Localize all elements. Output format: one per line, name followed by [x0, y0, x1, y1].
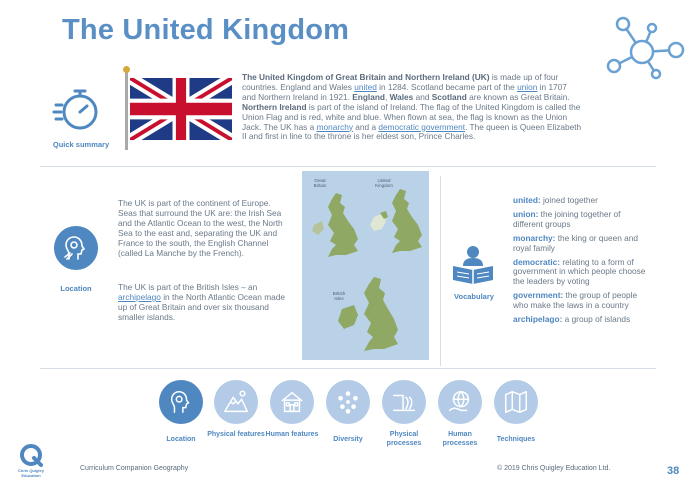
waterfall-icon: [390, 388, 418, 416]
vocab-item: union: the joining together of different groups: [513, 208, 621, 229]
nav-circle[interactable]: [438, 380, 482, 424]
logo-text: Chris Quigley Education: [17, 468, 44, 478]
nav-label[interactable]: Human features: [265, 431, 319, 438]
nav-label[interactable]: Location: [166, 436, 196, 443]
thinking-head-icon: [61, 233, 91, 263]
maps-panel: [302, 171, 429, 360]
location-label: Location: [60, 284, 92, 293]
globe-hand-icon: [446, 388, 474, 416]
nav-item-human-features[interactable]: [270, 380, 314, 424]
location-icon-circle: [54, 226, 98, 270]
nav-item-techniques[interactable]: [494, 380, 538, 424]
house-icon: [278, 388, 306, 416]
vocab-item: united: joined together: [513, 195, 598, 205]
united-kingdom-map-icon: [368, 187, 426, 259]
mountain-icon: [222, 388, 250, 416]
vocab-item: monarchy: the king or queen and royal family: [513, 232, 638, 253]
summary-paragraph: The United Kingdom of Great Britain and Northern Ireland (UK) is made up of four countries. England and Wales united in 1284. Scotland became part of the union in 1707 and Northern Ireland in 1921. England, Wales and Scotland are known as Great Britain. Northern Ireland is part of the island of Ireland. The flag of the United Kingdom is called the Union Flag and is red, white and blue. When flown at sea, the flag is known as the Union Jack. The UK has a monarchy and a democratic government. The queen is Queen Elizabeth II and first in line to the throne is her eldest son, Prince Charles.: [242, 72, 582, 142]
nav-label[interactable]: Human processes: [442, 431, 478, 447]
nav-item-human-processes[interactable]: [438, 380, 482, 424]
diversity-icon: [334, 388, 362, 416]
nav-label[interactable]: Techniques: [496, 436, 536, 443]
nav-circle[interactable]: [326, 380, 370, 424]
network-icon: [594, 12, 690, 84]
flag-pole-finial: [123, 66, 130, 73]
vocabulary-list: [513, 196, 649, 329]
location-paragraph-2: The UK is part of the British Isles – an archipelago in the North Atlantic Ocean made up of Great Britain and over six thousand smaller islands.: [118, 282, 285, 322]
location-paragraph-1: The UK is part of the continent of Europe. Seas that surround the UK are: the Irish Sea and the Atlantic Ocean to the west, the North Sea to the east and, separating the UK and France to the south, the English Channel (called La Manche by the French).: [118, 198, 283, 258]
nav-label[interactable]: Physical processes: [386, 431, 422, 447]
vocab-item: democratic: relating to a form of government in which people choose the leaders by voting: [513, 256, 646, 287]
map-label-great-britain: Great Britain: [313, 178, 327, 188]
nav-circle[interactable]: [494, 380, 538, 424]
chris-quigley-logo-icon: [18, 444, 44, 468]
footer-copyright: © 2019 Chris Quigley Education Ltd.: [497, 465, 611, 472]
vocabulary-divider: [440, 176, 441, 366]
map-icon: [502, 388, 530, 416]
nav-circle[interactable]: [159, 380, 203, 424]
thinking-head-icon: [167, 388, 195, 416]
nav-circle[interactable]: [270, 380, 314, 424]
stopwatch-icon: [52, 87, 102, 135]
nav-item-location[interactable]: [159, 380, 203, 424]
british-isles-map-icon: [336, 275, 402, 357]
map-label-british-isles: British Isles: [332, 291, 346, 301]
nav-circle[interactable]: [214, 380, 258, 424]
reading-book-icon: [449, 240, 497, 284]
vocab-item: government: the group of people who make the laws in a country: [513, 290, 638, 311]
great-britain-map-icon: [310, 191, 365, 261]
vocabulary-label: Vocabulary: [454, 292, 494, 301]
nav-item-physical-features[interactable]: [214, 380, 258, 424]
map-label-united-kingdom: United Kingdom: [375, 178, 393, 188]
section-divider: [40, 368, 656, 369]
footer-title: Curriculum Companion Geography: [80, 465, 189, 472]
flag-pole: [125, 68, 128, 150]
page-number: 38: [667, 465, 680, 477]
quick-summary-label: Quick summary: [52, 140, 110, 149]
nav-circle[interactable]: [382, 380, 426, 424]
page-title: The United Kingdom: [62, 14, 350, 46]
nav-label[interactable]: Physical features: [207, 431, 265, 438]
section-divider: [40, 166, 656, 167]
nav-item-diversity[interactable]: [326, 380, 370, 424]
nav-item-physical-processes[interactable]: [382, 380, 426, 424]
union-flag-icon: [130, 78, 232, 140]
nav-label[interactable]: Diversity: [333, 436, 363, 443]
vocab-item: archipelago: a group of islands: [513, 314, 631, 325]
